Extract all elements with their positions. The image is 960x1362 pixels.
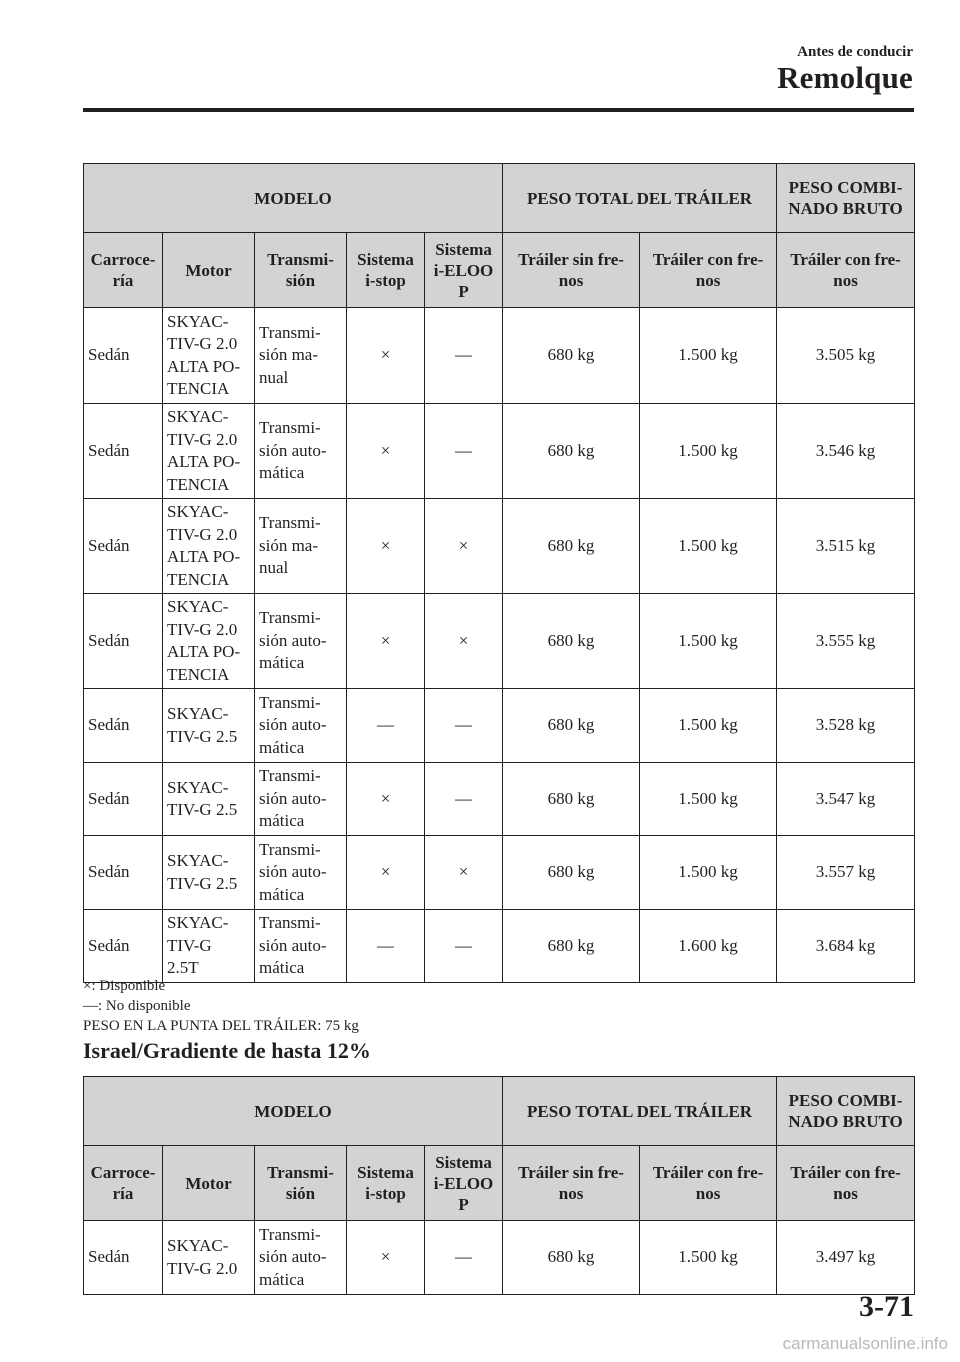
cell-con-frenos: 1.500 kg — [640, 836, 777, 910]
cell-motor: SKYAC- TIV-G 2.0 ALTA PO- TENCIA — [163, 404, 255, 499]
cell-ieloop: × — [425, 594, 503, 689]
cell-ieloop: × — [425, 499, 503, 594]
cell-transmision: Transmi- sión auto- mática — [255, 763, 347, 836]
table-row — [84, 763, 915, 836]
header-peso-combinado: PESO COMBI- NADO BRUTO — [777, 164, 915, 233]
cell-peso-combinado: 3.547 kg — [777, 763, 915, 836]
cell-peso-combinado: 3.684 kg — [777, 910, 915, 983]
cell-istop: × — [347, 499, 425, 594]
header-peso-total: PESO TOTAL DEL TRÁILER — [503, 164, 777, 233]
cell-transmision: Transmi- sión auto- mática — [255, 1221, 347, 1295]
watermark: carmanualsonline.info — [782, 1334, 948, 1353]
header-transmision: Transmi- sión — [255, 1146, 347, 1221]
towing-spec-table-israel — [83, 1076, 915, 1295]
towing-spec-table — [83, 163, 915, 983]
cell-ieloop: ― — [425, 910, 503, 983]
header-modelo: MODELO — [84, 164, 503, 233]
cell-ieloop: ― — [425, 763, 503, 836]
header-sin-frenos: Tráiler sin fre- nos — [503, 233, 640, 308]
cell-istop: × — [347, 836, 425, 910]
header-carroceria: Carroce- ría — [84, 233, 163, 308]
header-divider — [83, 108, 914, 112]
page-number: 3-71 — [859, 1290, 914, 1323]
cell-sin-frenos: 680 kg — [503, 1221, 640, 1295]
table-row — [84, 499, 915, 594]
cell-transmision: Transmi- sión ma- nual — [255, 499, 347, 594]
table-notes — [83, 976, 359, 1036]
header-con-frenos-combinado: Tráiler con fre- nos — [777, 233, 915, 308]
cell-con-frenos: 1.500 kg — [640, 594, 777, 689]
table-row — [84, 404, 915, 499]
cell-motor: SKYAC- TIV-G 2.0 — [163, 1221, 255, 1295]
table-row — [84, 1221, 915, 1295]
cell-sin-frenos: 680 kg — [503, 689, 640, 763]
cell-sin-frenos: 680 kg — [503, 836, 640, 910]
cell-istop: × — [347, 763, 425, 836]
cell-con-frenos: 1.500 kg — [640, 689, 777, 763]
cell-ieloop: ― — [425, 404, 503, 499]
cell-peso-combinado: 3.505 kg — [777, 308, 915, 404]
header-con-frenos: Tráiler con fre- nos — [640, 1146, 777, 1221]
cell-transmision: Transmi- sión ma- nual — [255, 308, 347, 404]
page-title: Remolque — [777, 60, 913, 95]
cell-sin-frenos: 680 kg — [503, 763, 640, 836]
section-label: Antes de conducir — [797, 44, 913, 60]
cell-ieloop: ― — [425, 1221, 503, 1295]
cell-istop: × — [347, 308, 425, 404]
cell-peso-combinado: 3.546 kg — [777, 404, 915, 499]
cell-istop: × — [347, 404, 425, 499]
table-row — [84, 594, 915, 689]
table-row — [84, 910, 915, 983]
header-motor: Motor — [163, 1146, 255, 1221]
cell-istop: ― — [347, 689, 425, 763]
cell-sin-frenos: 680 kg — [503, 308, 640, 404]
cell-peso-combinado: 3.557 kg — [777, 836, 915, 910]
table-row — [84, 689, 915, 763]
note-no-disponible: ―: No disponible — [83, 998, 191, 1014]
cell-carroceria: Sedán — [84, 499, 163, 594]
cell-motor: SKYAC- TIV-G 2.5 — [163, 763, 255, 836]
cell-carroceria: Sedán — [84, 763, 163, 836]
cell-transmision: Transmi- sión auto- mática — [255, 836, 347, 910]
cell-ieloop: ― — [425, 308, 503, 404]
cell-transmision: Transmi- sión auto- mática — [255, 689, 347, 763]
cell-con-frenos: 1.500 kg — [640, 1221, 777, 1295]
header-carroceria: Carroce- ría — [84, 1146, 163, 1221]
cell-sin-frenos: 680 kg — [503, 910, 640, 983]
cell-peso-combinado: 3.528 kg — [777, 689, 915, 763]
cell-con-frenos: 1.500 kg — [640, 404, 777, 499]
cell-peso-combinado: 3.497 kg — [777, 1221, 915, 1295]
note-peso-punta: PESO EN LA PUNTA DEL TRÁILER: 75 kg — [83, 1018, 359, 1034]
cell-carroceria: Sedán — [84, 404, 163, 499]
header-istop: Sistema i-stop — [347, 1146, 425, 1221]
header-con-frenos-combinado: Tráiler con fre- nos — [777, 1146, 915, 1221]
cell-istop: ― — [347, 910, 425, 983]
cell-transmision: Transmi- sión auto- mática — [255, 594, 347, 689]
cell-motor: SKYAC- TIV-G 2.5 — [163, 836, 255, 910]
cell-con-frenos: 1.500 kg — [640, 763, 777, 836]
cell-peso-combinado: 3.555 kg — [777, 594, 915, 689]
header-con-frenos: Tráiler con fre- nos — [640, 233, 777, 308]
header-peso-combinado: PESO COMBI- NADO BRUTO — [777, 1077, 915, 1146]
cell-carroceria: Sedán — [84, 689, 163, 763]
cell-motor: SKYAC- TIV-G 2.5T — [163, 910, 255, 983]
cell-istop: × — [347, 1221, 425, 1295]
cell-motor: SKYAC- TIV-G 2.5 — [163, 689, 255, 763]
cell-con-frenos: 1.600 kg — [640, 910, 777, 983]
cell-ieloop: × — [425, 836, 503, 910]
header-peso-total: PESO TOTAL DEL TRÁILER — [503, 1077, 777, 1146]
cell-sin-frenos: 680 kg — [503, 499, 640, 594]
cell-transmision: Transmi- sión auto- mática — [255, 910, 347, 983]
cell-sin-frenos: 680 kg — [503, 594, 640, 689]
cell-con-frenos: 1.500 kg — [640, 308, 777, 404]
cell-carroceria: Sedán — [84, 1221, 163, 1295]
note-disponible: ×: Disponible — [83, 978, 166, 994]
cell-ieloop: ― — [425, 689, 503, 763]
header-sin-frenos: Tráiler sin fre- nos — [503, 1146, 640, 1221]
section-heading: Israel/Gradiente de hasta 12% — [83, 1038, 371, 1063]
header-ieloop: Sistema i-ELOO P — [425, 233, 503, 308]
header-ieloop: Sistema i-ELOO P — [425, 1146, 503, 1221]
cell-con-frenos: 1.500 kg — [640, 499, 777, 594]
cell-carroceria: Sedán — [84, 836, 163, 910]
header-motor: Motor — [163, 233, 255, 308]
cell-carroceria: Sedán — [84, 594, 163, 689]
header-istop: Sistema i-stop — [347, 233, 425, 308]
cell-motor: SKYAC- TIV-G 2.0 ALTA PO- TENCIA — [163, 594, 255, 689]
cell-istop: × — [347, 594, 425, 689]
table-row — [84, 308, 915, 404]
cell-carroceria: Sedán — [84, 308, 163, 404]
table-row — [84, 836, 915, 910]
cell-carroceria: Sedán — [84, 910, 163, 983]
cell-peso-combinado: 3.515 kg — [777, 499, 915, 594]
header-modelo: MODELO — [84, 1077, 503, 1146]
cell-motor: SKYAC- TIV-G 2.0 ALTA PO- TENCIA — [163, 308, 255, 404]
header-transmision: Transmi- sión — [255, 233, 347, 308]
cell-motor: SKYAC- TIV-G 2.0 ALTA PO- TENCIA — [163, 499, 255, 594]
cell-transmision: Transmi- sión auto- mática — [255, 404, 347, 499]
cell-sin-frenos: 680 kg — [503, 404, 640, 499]
